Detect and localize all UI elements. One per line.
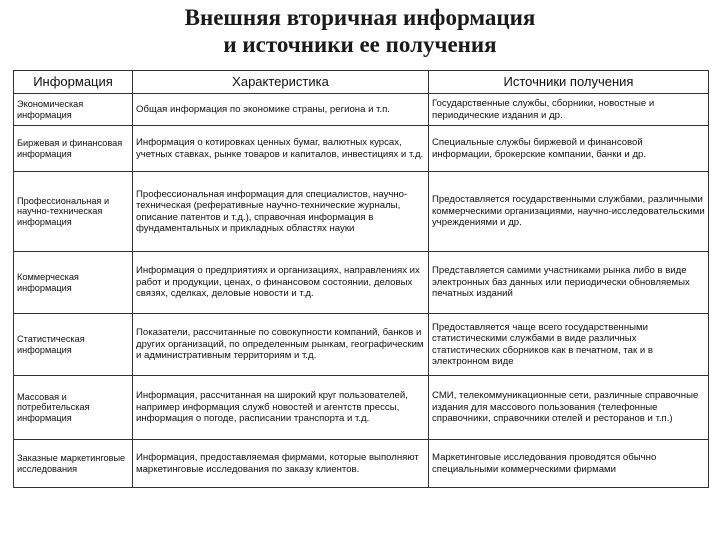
cell-characteristic: Информация, предоставляемая фирмами, которые выполняют маркетинговые исследования по заказу клиентов. [133, 440, 429, 488]
cell-sources: Государственные службы, сборники, новостные и периодические издания и др. [429, 94, 709, 126]
table-row [14, 440, 709, 488]
table-row [14, 252, 709, 314]
header-sources: Источники получения [429, 71, 709, 94]
cell-sources: Предоставляется чаще всего государственными статистическими службами в виде различных статистических сборников как в печатном, так и в электронном виде [429, 314, 709, 376]
cell-info: Коммерческая информация [14, 252, 133, 314]
cell-info: Массовая и потребительская информация [14, 376, 133, 440]
cell-sources: Предоставляется государственными службами, различными коммерческими организациями, научно-исследовательскими учреждениями и др. [429, 172, 709, 252]
cell-sources: Представляется самими участниками рынка либо в виде электронных баз данных или периодически обновляемых печатных изданий [429, 252, 709, 314]
table-row [14, 376, 709, 440]
header-characteristic: Характеристика [133, 71, 429, 94]
cell-sources: СМИ, телекоммуникационные сети, различные справочные издания для массового пользования (телефонные справочники, справочники отелей и ресторанов и т.п.) [429, 376, 709, 440]
table-row [14, 126, 709, 172]
table-row [14, 314, 709, 376]
table-row [14, 94, 709, 126]
info-sources-table [13, 70, 709, 488]
table-header-row [14, 71, 709, 94]
cell-characteristic: Информация, рассчитанная на широкий круг пользователей, например информация служб новостей и агентств прессы, информация о погоде, расписании транспорта и т.д. [133, 376, 429, 440]
cell-characteristic: Информация о предприятиях и организациях, направлениях их работ и продукции, ценах, о финансовом состоянии, деловых связях, сделках, деловые новости и т.д. [133, 252, 429, 314]
cell-info: Заказные маркетинговые исследования [14, 440, 133, 488]
title-line-1: Внешняя вторичная информация [184, 5, 536, 30]
table-row [14, 172, 709, 252]
cell-info: Биржевая и финансовая информация [14, 126, 133, 172]
cell-characteristic: Общая информация по экономике страны, региона и т.п. [133, 94, 429, 126]
cell-characteristic: Профессиональная информация для специалистов, научно-техническая (реферативные научно-технические журналы, описание патентов и т.д.), справочная информация в фундаментальных и прикладных областях науки [133, 172, 429, 252]
cell-characteristic: Показатели, рассчитанные по совокупности компаний, банков и других организаций, по определенным рынкам, географическим и административным территориям и т.д. [133, 314, 429, 376]
cell-info: Экономическая информация [14, 94, 133, 126]
cell-sources: Маркетинговые исследования проводятся обычно специальными коммерческими фирмами [429, 440, 709, 488]
page-title [0, 4, 720, 58]
cell-info: Статистическая информация [14, 314, 133, 376]
cell-sources: Специальные службы биржевой и финансовой информации, брокерские компании, банки и др. [429, 126, 709, 172]
cell-characteristic: Информация о котировках ценных бумаг, валютных курсах, учетных ставках, рынке товаров и капиталов, инвестициях и т.д. [133, 126, 429, 172]
header-info: Информация [14, 71, 133, 94]
cell-info: Профессиональная и научно-техническая информация [14, 172, 133, 252]
title-line-2: и источники ее получения [223, 32, 497, 57]
